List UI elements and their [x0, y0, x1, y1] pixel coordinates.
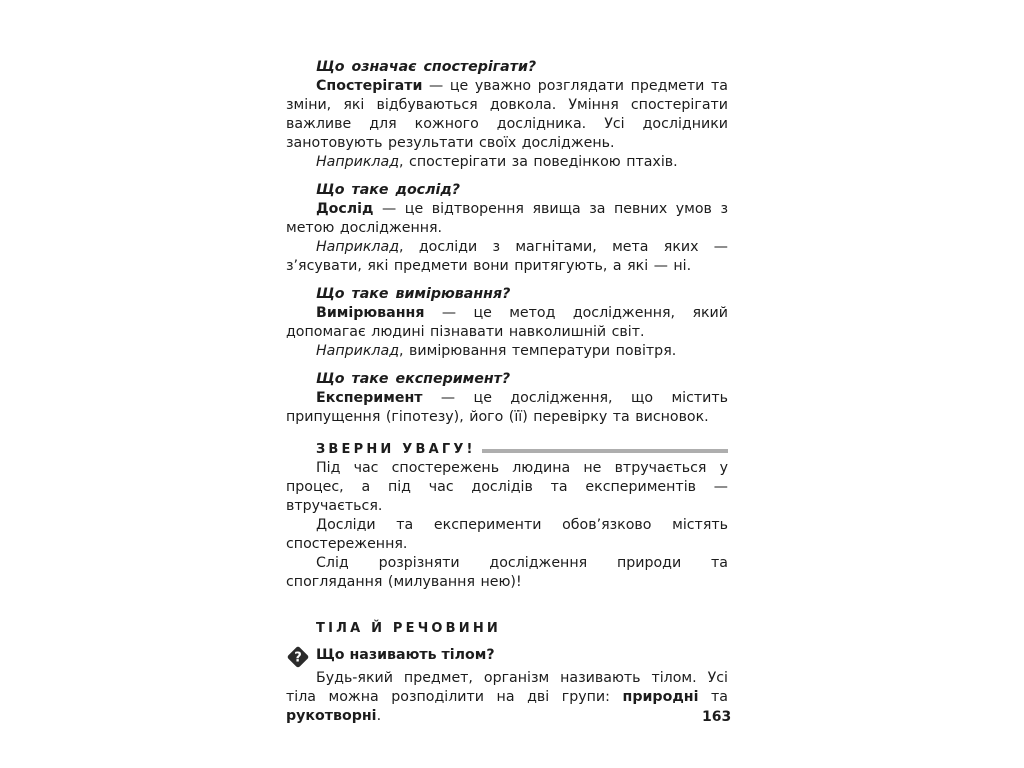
example-measure [286, 342, 728, 361]
section-body-mid: та [698, 689, 728, 705]
term-manmade: рукотворні [286, 708, 377, 724]
example-label: Наприклад [316, 239, 400, 255]
question-experiment: Що таке експеримент? [316, 371, 511, 387]
example-experiment-simple [286, 238, 728, 276]
term-observe: Спостерігати [316, 78, 423, 94]
text-column [286, 58, 728, 726]
section-body [286, 669, 728, 726]
definition-experiment-simple [286, 200, 728, 238]
term-experiment: Експеримент [316, 390, 423, 406]
attention-paragraph-2: Досліди та експерименти обов’язково містять спостереження. [286, 517, 728, 552]
definition-observe [286, 77, 728, 153]
example-label: Наприклад [316, 343, 400, 359]
attention-paragraph-3: Слід розрізняти дослідження природи та споглядання (милування нею)! [286, 555, 728, 590]
question-experiment-simple: Що таке дослід? [316, 182, 461, 198]
question-observe: Що означає спостерігати? [316, 59, 537, 75]
attention-title: ЗВЕРНИ УВАГУ! [316, 442, 476, 457]
attention-divider [482, 449, 728, 453]
example-observe-text: , спостерігати за поведінкою птахів. [399, 154, 678, 170]
page-number: 163 [702, 709, 732, 725]
attention-header [286, 440, 728, 459]
definition-observe-text: — це уважно розглядати предмети та зміни, які відбуваються довкола. Уміння спостерігати важливе для кожного дослідника. Усі дослідники занотовують результати своїх досліджень. [286, 78, 728, 151]
section-body-end: . [376, 708, 382, 724]
term-experiment-simple: Дослід [316, 201, 374, 217]
term-measure: Вимірювання [316, 305, 425, 321]
section-question [286, 646, 728, 665]
section-title: ТІЛА Й РЕЧОВИНИ [316, 621, 502, 636]
definition-experiment-simple-text: — це відтворення явища за певних умов з метою дослідження. [286, 201, 728, 236]
definition-experiment [286, 389, 728, 427]
question-diamond-icon [286, 645, 310, 669]
example-label: Наприклад [316, 154, 400, 170]
question-measure: Що таке вимірювання? [316, 286, 511, 302]
attention-paragraph-1: Під час спостережень людина не втручається у процес, а під час дослідів та експериментів — втручається. [286, 460, 728, 514]
definition-experiment-text: — це дослідження, що містить припущення (гіпотезу), його (її) перевірку та висновок. [286, 390, 728, 425]
example-observe [286, 153, 728, 172]
definition-measure-text: — це метод дослідження, який допомагає людині пізнавати навколишній світ. [286, 305, 728, 340]
example-experiment-simple-text: , досліди з магнітами, мета яких — з’ясувати, які предмети вони притягують, а які — ні. [286, 239, 728, 274]
svg-text:?: ? [294, 650, 302, 666]
section-body-start: Будь-який предмет, організм називають тілом. Усі тіла можна розподілити на дві групи: [286, 670, 728, 705]
definition-measure [286, 304, 728, 342]
example-measure-text: , вимірювання температури повітря. [399, 343, 677, 359]
term-natural: природні [622, 689, 699, 705]
section-question-text: Що називають тілом? [316, 647, 495, 663]
